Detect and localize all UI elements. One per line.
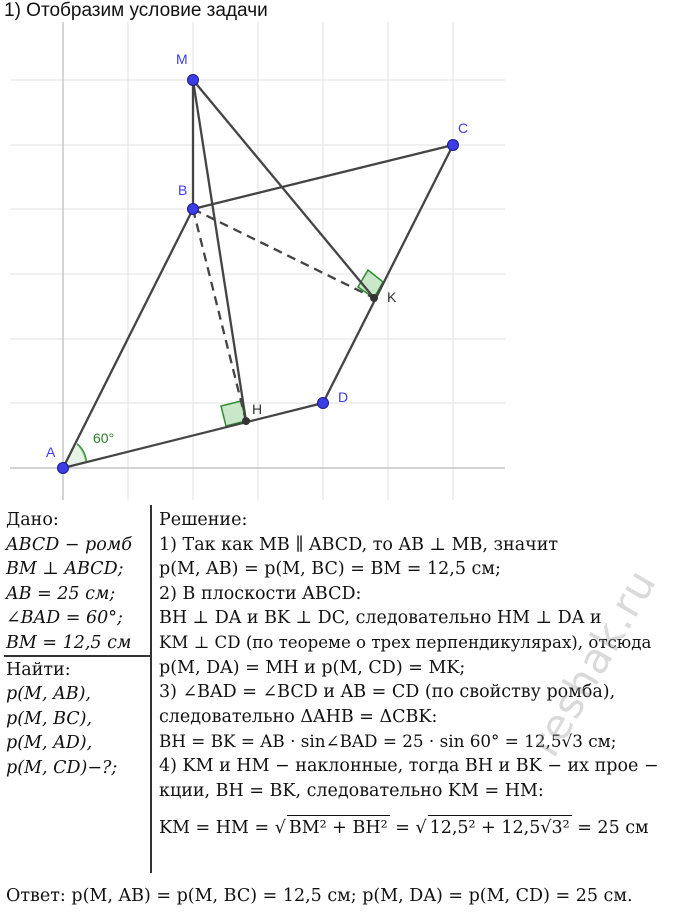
label-h: H [252, 401, 263, 417]
point-k [370, 294, 378, 302]
grid [10, 22, 505, 500]
point-m [188, 75, 199, 86]
watermark: reshak.ru [520, 560, 666, 765]
label-a: A [46, 444, 56, 460]
angle-label: 60° [93, 430, 115, 446]
formula-sqrt1: BM² + BH² [287, 815, 390, 841]
label-m: M [176, 51, 188, 67]
answer-line: Ответ: p(M, AB) = p(M, BC) = 12,5 см; p(M, DA) = p(M, CD) = 25 см. [6, 886, 633, 906]
given-line: ABCD − ромб [6, 534, 132, 555]
solution-line: 2) В плоскости ABCD: [159, 583, 362, 604]
formula-eq: = [389, 818, 416, 839]
solution-line: 4) KM и HM − наклонные, тогда BH и BK − их прое − [159, 755, 659, 776]
solution-line: p(M, AB) = p(M, BC) = BM = 12,5 см; [159, 559, 501, 580]
solution-line: кции, BH = BK, следовательно KM = HM: [159, 780, 544, 801]
point-b [188, 204, 199, 215]
solution-line: BH = BK = AB · sin∠BAD = 25 · sin 60° = 12,5√3 см; [159, 731, 617, 752]
edge-bh [193, 209, 246, 421]
solution-line: 3) ∠BAD = ∠BCD и AB = CD (по свойству ромба), [159, 682, 616, 703]
find-heading: Найти: [6, 659, 71, 680]
label-d: D [338, 389, 349, 405]
solution-line: следовательно ΔAHB = ΔCBK: [159, 706, 438, 727]
solution-line: BH ⊥ DA и BK ⊥ DC, следовательно HM ⊥ DA и [159, 608, 602, 629]
given-line: ∠BAD = 60°; [6, 608, 123, 629]
given-heading: Дано: [6, 510, 59, 530]
find-line: p(M, AB), [6, 684, 91, 705]
solution-line: KM ⊥ CD (по теореме о трех перпендикулярах), отсюда [159, 632, 652, 652]
point-a [58, 463, 69, 474]
divider-vertical [150, 505, 152, 873]
point-c [448, 140, 459, 151]
solution-heading: Решение: [159, 510, 248, 530]
given-block [6, 508, 132, 781]
geometry-figure [0, 22, 700, 500]
formula-result: = 25 см [571, 818, 649, 839]
solution-line: 1) Так как MB ∥ ABCD, то AB ⊥ MB, значит [159, 534, 559, 555]
edge-mk [193, 80, 374, 298]
find-line: p(M, AD), [6, 733, 93, 754]
given-line: BM ⊥ ABCD; [6, 559, 124, 580]
sqrt-sign: √ [415, 818, 427, 839]
label-b: B [178, 182, 188, 198]
given-line: BM = 12,5 см [6, 632, 132, 653]
point-h [242, 417, 250, 425]
page-title: 1) Отобразим условие задачи [4, 0, 268, 21]
formula-left: KM = HM = [159, 818, 275, 839]
point-d [318, 398, 329, 409]
solution-line: p(M, DA) = MH и p(M, CD) = MK; [159, 657, 466, 678]
find-line: p(M, BC), [6, 708, 93, 729]
label-c: C [458, 120, 469, 136]
given-line: AB = 25 см; [6, 583, 116, 604]
find-line: p(M, CD)−?; [6, 757, 118, 778]
formula-sqrt2: 12,5² + 12,5√3² [428, 815, 572, 841]
formula-line [159, 815, 659, 845]
sqrt-sign: √ [274, 818, 286, 839]
edge-mh [193, 80, 246, 421]
label-k: K [387, 289, 397, 305]
